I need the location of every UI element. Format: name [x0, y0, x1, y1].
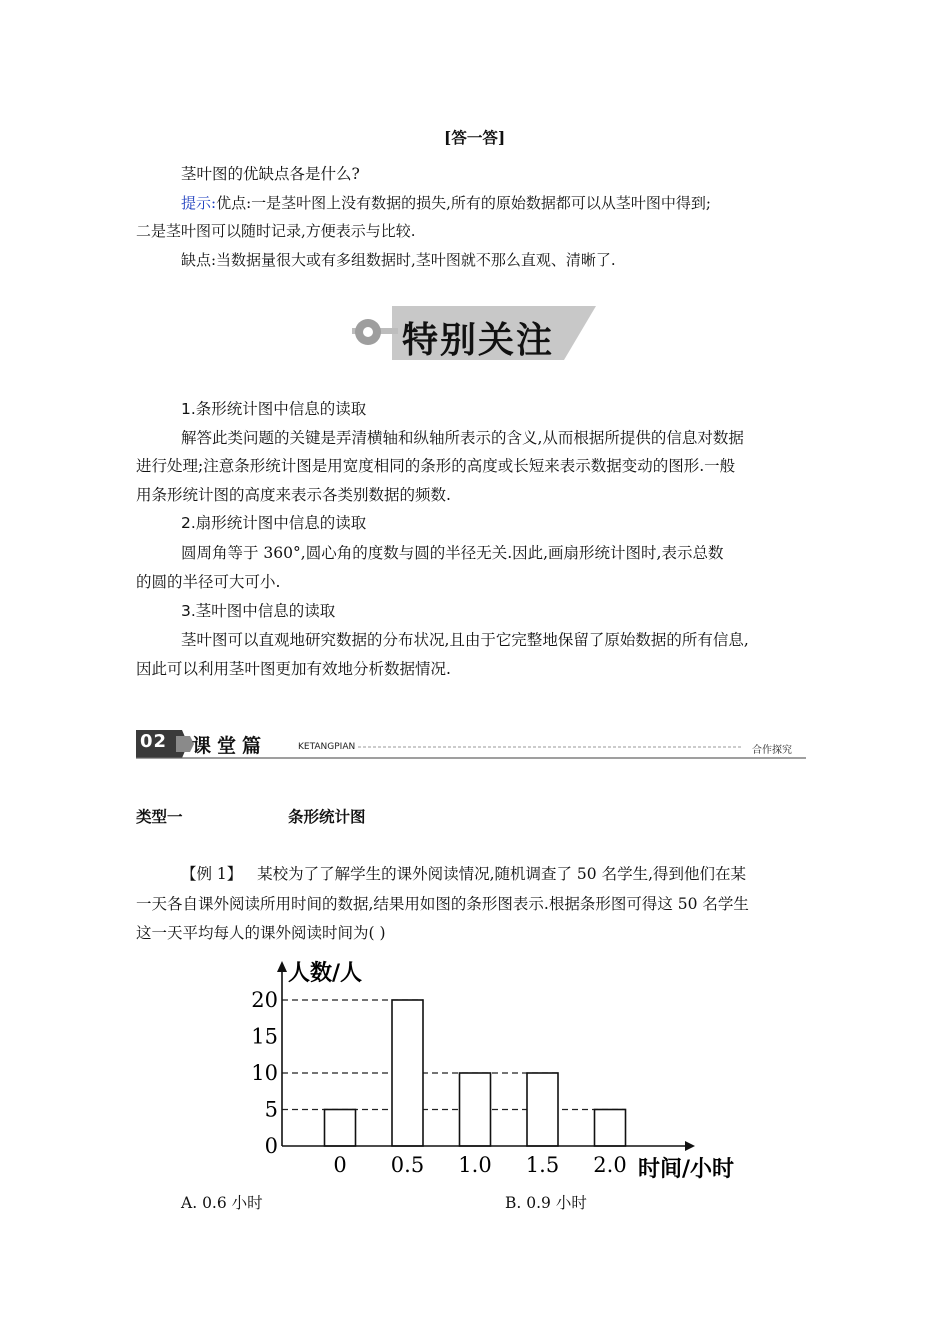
note-1-title: 1.条形统计图中信息的读取 — [181, 400, 367, 418]
chart-y-ticks — [251, 988, 278, 1158]
x-tick-label: 0.5 — [390, 1153, 425, 1177]
section-tail: 合作探究 — [752, 745, 792, 756]
example-line-3: 这一天平均每人的课外阅读时间为( ) — [136, 924, 386, 942]
note-1-line: 解答此类问题的关键是弄清横轴和纵轴所表示的含义,从而根据所提供的信息对数据 — [181, 429, 744, 447]
example-line-1 — [181, 864, 746, 884]
qa-question: 茎叶图的优缺点各是什么? — [181, 165, 360, 183]
option-a-label: A. — [181, 1194, 198, 1212]
example-tag: 【例 1】 — [181, 865, 243, 883]
y-tick-label: 20 — [251, 988, 278, 1012]
bar — [595, 1110, 626, 1147]
section-english: KETANGPIAN — [298, 742, 356, 752]
option-b-label: B. — [505, 1194, 522, 1212]
x-axis-label: 时间/小时 — [638, 1157, 735, 1182]
note-2-line: 圆周角等于 360°,圆心角的度数与圆的半径无关.因此,画扇形统计图时,表示总数 — [181, 544, 724, 562]
y-axis-label: 人数/人 — [288, 961, 363, 986]
note-2-title: 2.扇形统计图中信息的读取 — [181, 514, 367, 532]
y-tick-label: 0 — [264, 1134, 278, 1158]
x-tick-label: 0 — [333, 1153, 347, 1177]
option-a[interactable] — [181, 1193, 263, 1213]
y-tick-label: 5 — [264, 1097, 278, 1122]
chart-x-ticks — [333, 1153, 626, 1177]
chart-grid — [282, 1000, 626, 1110]
bar-chart — [240, 958, 750, 1186]
qa-hint-line1 — [181, 193, 711, 213]
bar — [392, 1000, 423, 1146]
y-tick-label: 15 — [251, 1024, 278, 1049]
bar — [325, 1110, 356, 1147]
example-text: 某校为了了解学生的课外阅读情况,随机调查了 50 名学生,得到他们在某 — [257, 865, 747, 883]
note-2-line: 的圆的半径可大可小. — [136, 573, 281, 591]
bar — [460, 1073, 491, 1146]
option-b-text: 0.9 小时 — [526, 1194, 587, 1212]
y-axis-arrow — [277, 961, 287, 972]
bar — [527, 1073, 558, 1146]
qa-heading: [答一答] — [444, 128, 506, 147]
option-b[interactable] — [505, 1193, 587, 1213]
banner-title: 特别关注 — [402, 320, 555, 361]
y-tick-label: 10 — [251, 1061, 278, 1085]
type-label: 类型一 — [136, 808, 183, 826]
section-title: 课堂篇 — [192, 735, 268, 757]
x-tick-label: 1.5 — [525, 1153, 560, 1177]
note-3-line: 茎叶图可以直观地研究数据的分布状况,且由于它完整地保留了原始数据的所有信息, — [181, 631, 749, 649]
example-line-2: 一天各自课外阅读所用时间的数据,结果用如图的条形图表示.根据条形图可得这 50 名学生 — [136, 895, 749, 913]
qa-hint-line2: 二是茎叶图可以随时记录,方便表示与比较. — [136, 222, 416, 240]
note-3-title: 3.茎叶图中信息的读取 — [181, 602, 336, 620]
note-1-line: 进行处理;注意条形统计图是用宽度相同的条形的高度或长短来表示数据变动的图形.一般 — [136, 457, 736, 475]
note-1-line: 用条形统计图的高度来表示各类别数据的频数. — [136, 486, 451, 504]
x-axis-arrow — [685, 1141, 695, 1151]
note-3-line: 因此可以利用茎叶图更加有效地分析数据情况. — [136, 660, 451, 678]
hint-label: 提示: — [181, 194, 217, 212]
section-number: 02 — [140, 731, 168, 752]
option-a-text: 0.6 小时 — [202, 1194, 263, 1212]
type-title: 条形统计图 — [288, 808, 366, 826]
qa-hint-line3: 缺点:当数据量很大或有多组数据时,茎叶图就不那么直观、清晰了. — [181, 251, 616, 269]
chart-bars — [325, 1000, 626, 1146]
hint-text: 优点:一是茎叶图上没有数据的损失,所有的原始数据都可以从茎叶图中得到; — [216, 194, 711, 212]
x-tick-label: 2.0 — [593, 1153, 627, 1177]
x-tick-label: 1.0 — [458, 1153, 492, 1177]
